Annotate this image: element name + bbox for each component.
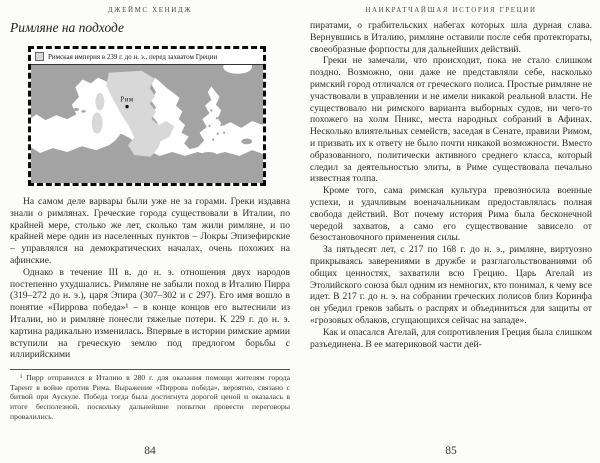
map-island-aegean-7: [212, 138, 214, 140]
footnote: ¹ Пирр отправился в Италию в 280 г. для оказания помощи жителям города Тарент в войне против Рима. Выражение «Пиррова победа», вероятно, связано с битвой при Аускуле. Победа тогда была достигнута дорогой ценой и оказалась в итоге бесполезной, поскольку дальнейшие попытки провести переговоры провалились.: [10, 369, 290, 421]
map-svg: [31, 65, 263, 183]
legend-swatch-roman-empire: [35, 52, 44, 61]
map-island-aegean-6: [223, 132, 225, 134]
paragraph: Кроме того, сама римская культура превозносила военные успехи, и удачливым военачальникам предоставлялась полная свобода действий. Вот почему история Рима была бесконечной чередой захватов, а само его существование зависело от безостановочного применения силы.: [310, 185, 592, 244]
map-figure: [28, 46, 266, 186]
map-island-aegean-4: [208, 125, 210, 127]
map-island-aegean-2: [216, 117, 218, 119]
mediterranean-map: [31, 65, 263, 183]
map-island-sardinia: [92, 112, 103, 133]
paragraph: Однако в течение III в. до н. э. отношения двух народов постепенно ухудшались. Римляне не забыли поход в Италию Пирра (319–272 до н. э.), царя Эпира (307–302 и с 297). Его имя вошло в понятие «Пиррова победа»¹ – в конце концов его вытеснили из Италии, но и римляне понесли тяжелые потери. К 229 г. до н. э. картина радикально изменилась. Впервые в истории римские армии вступили на греческую землю под предлогом борьбы с иллирийскими: [10, 266, 290, 361]
running-head-author: ДЖЕЙМС ХЕНИДЖ: [107, 6, 193, 14]
page-number-left: 84: [144, 445, 156, 457]
map-island-balearic-1: [74, 108, 79, 111]
map-legend-label: Римская империя в 239 г. до н. э., перед захватом Греции: [48, 52, 218, 61]
paragraph: На самом деле варвары были уже не за горами. Греки издавна знали о римлянах. Греческие города существовали в Италии, по крайней мере, столько же лет, сколько там жили римляне, и по крайней мере один из населенных пунктов – Локры Эпизефирские – управлялся на демократических началах, очень похожих на афинские.: [10, 196, 290, 266]
map-island-corsica: [95, 93, 104, 110]
map-island-balearic-2: [81, 110, 86, 113]
map-legend: [31, 49, 263, 65]
paragraph: пиратами, о грабительских набегах которых шла дурная слава. Вернувшись в Италию, римляне оставили после себя протектораты, своеобразные форпосты для дальнейших действий.: [310, 20, 592, 55]
map-island-aegean-3: [220, 124, 222, 126]
rome-city-dot: [125, 105, 128, 108]
paragraph: Греки не замечали, что происходит, пока не стало слишком поздно. Возможно, они даже не представляли себе, насколько римский город отличался от греческого полиса. Простые римляне не участвовали в управлении и не имели никакой реальной власти. Не существовало ни римского варианта выборных судов, ни чего-то похожего на холм Пникс, места народных собраний в Афинах. Несколько влиятельных семейств, заседая в Сенате, правили Римом, и призвать их к ответу не было почти никакой возможности. Вместо образованного, политически активного среднего класса, который следил за деятельностью элиты, в Риме существовала печально известная толпа.: [310, 55, 592, 185]
page-number-right: 85: [445, 445, 457, 457]
page-right: [310, 4, 592, 463]
rome-city-label: Рим: [120, 95, 134, 104]
map-island-crete: [200, 152, 216, 158]
paragraph: За пятьдесят лет, с 217 по 168 г. до н. э., римляне, виртуозно прикрываясь заверениями в дружбе и разглагольствованиями об общих ценностях, захватили всю Грецию. Царь Агелай из Этолийского союза был одним из немногих, кто понимал, к чему все идет. В 217 г. до н. э. на собрании греческих полисов близ Коринфа он убедил греков забыть о распрях и объединиться для защиты от «грозовых облаков, сгущающихся сейчас на западе».: [310, 244, 592, 326]
map-island-cyprus: [241, 139, 252, 145]
paragraph: Как и опасался Агелай, для сопротивления Греция была слишком разъединена. В ее материковой части дей-: [310, 326, 592, 350]
page-left: [10, 4, 290, 463]
map-island-aegean-1: [210, 109, 212, 111]
map-island-aegean-5: [217, 133, 219, 135]
running-head-book-title: НАИКРАТЧАЙШАЯ ИСТОРИЯ ГРЕЦИИ: [365, 6, 537, 14]
section-title: Римляне на подходе: [10, 20, 125, 35]
